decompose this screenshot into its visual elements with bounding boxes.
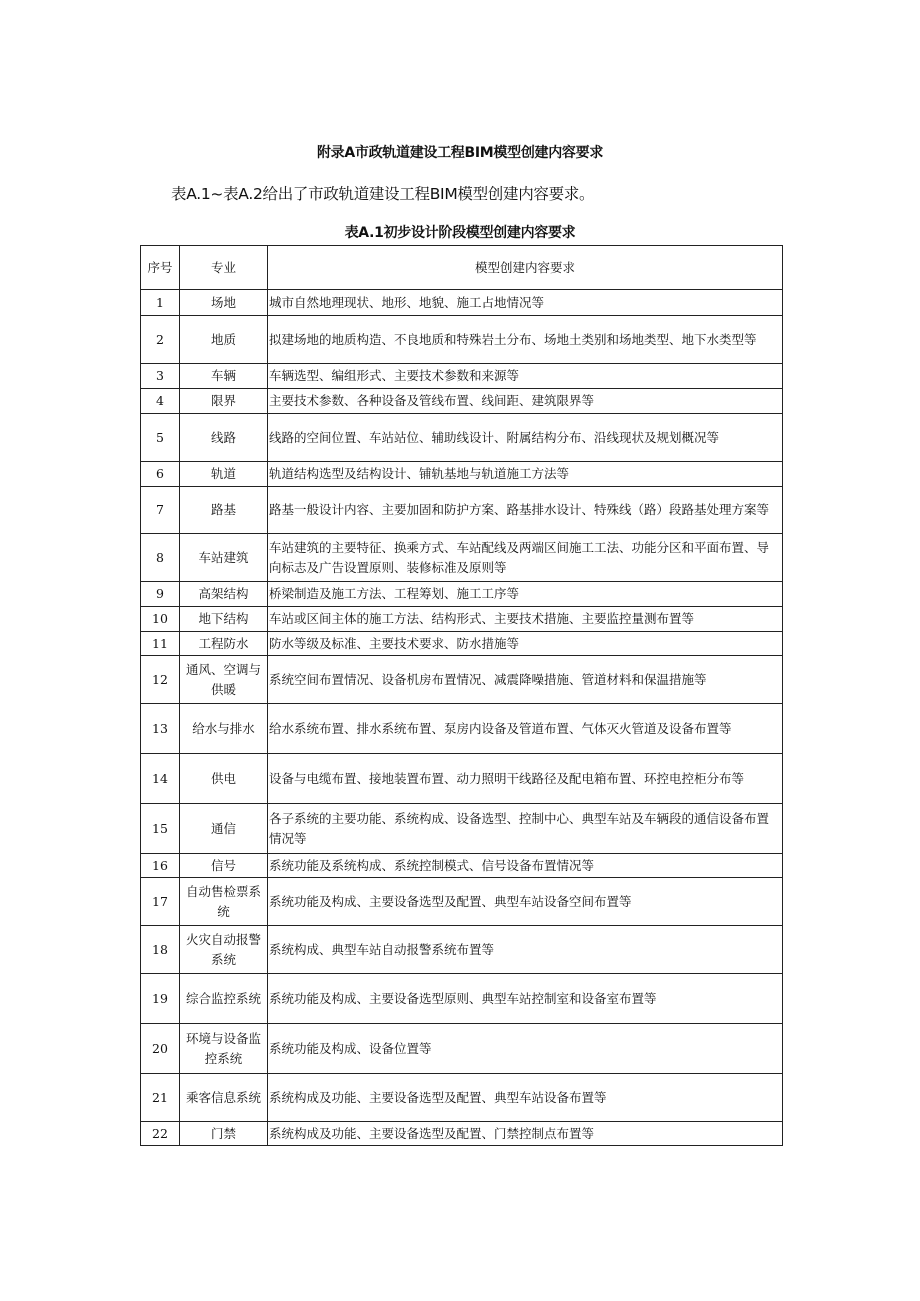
row-profession: 环境与设备监控系统 — [180, 1024, 268, 1074]
header-requirement: 模型创建内容要求 — [268, 246, 783, 290]
row-profession: 车站建筑 — [180, 534, 268, 582]
row-requirement: 车站建筑的主要特征、换乘方式、车站配线及两端区间施工工法、功能分区和平面布置、导向标志及广告设置原则、装修标准及原则等 — [268, 534, 783, 582]
row-profession: 路基 — [180, 487, 268, 534]
row-profession: 火灾自动报警系统 — [180, 926, 268, 974]
row-requirement: 给水系统布置、排水系统布置、泵房内设备及管道布置、气体灭火管道及设备布置等 — [268, 704, 783, 754]
row-requirement: 系统构成及功能、主要设备选型及配置、门禁控制点布置等 — [268, 1122, 783, 1146]
table-row — [141, 290, 783, 316]
row-no: 7 — [141, 487, 180, 534]
row-requirement: 轨道结构选型及结构设计、铺轨基地与轨道施工方法等 — [268, 462, 783, 487]
table-row — [141, 804, 783, 854]
row-no: 1 — [141, 290, 180, 316]
row-requirement: 设备与电缆布置、接地装置布置、动力照明干线路径及配电箱布置、环控电控柜分布等 — [268, 754, 783, 804]
row-requirement: 防水等级及标准、主要技术要求、防水措施等 — [268, 632, 783, 656]
table-row — [141, 1074, 783, 1122]
table-row — [141, 974, 783, 1024]
row-no: 16 — [141, 854, 180, 878]
row-no: 6 — [141, 462, 180, 487]
row-requirement: 系统功能及系统构成、系统控制模式、信号设备布置情况等 — [268, 854, 783, 878]
row-requirement: 桥梁制造及施工方法、工程筹划、施工工序等 — [268, 582, 783, 607]
row-requirement: 系统构成、典型车站自动报警系统布置等 — [268, 926, 783, 974]
row-no: 4 — [141, 389, 180, 414]
row-requirement: 城市自然地理现状、地形、地貌、施工占地情况等 — [268, 290, 783, 316]
row-requirement: 车站或区间主体的施工方法、结构形式、主要技术措施、主要监控量测布置等 — [268, 607, 783, 632]
table-caption: 表A.1初步设计阶段模型创建内容要求 — [344, 225, 576, 241]
row-no: 2 — [141, 316, 180, 364]
row-no: 21 — [141, 1074, 180, 1122]
row-requirement: 系统功能及构成、主要设备选型及配置、典型车站设备空间布置等 — [268, 878, 783, 926]
row-profession: 轨道 — [180, 462, 268, 487]
row-requirement: 车辆选型、编组形式、主要技术参数和来源等 — [268, 364, 783, 389]
row-no: 11 — [141, 632, 180, 656]
row-requirement: 路基一般设计内容、主要加固和防护方案、路基排水设计、特殊线（路）段路基处理方案等 — [268, 487, 783, 534]
table-row — [141, 878, 783, 926]
row-profession: 门禁 — [180, 1122, 268, 1146]
row-profession: 通风、空调与供暖 — [180, 656, 268, 704]
intro-paragraph: 表A.1~表A.2给出了市政轨道建设工程BIM模型创建内容要求。 — [171, 185, 595, 203]
requirements-table — [140, 245, 783, 1146]
header-no: 序号 — [141, 246, 180, 290]
row-profession: 综合监控系统 — [180, 974, 268, 1024]
row-no: 9 — [141, 582, 180, 607]
row-no: 18 — [141, 926, 180, 974]
table-row — [141, 632, 783, 656]
row-profession: 给水与排水 — [180, 704, 268, 754]
row-no: 22 — [141, 1122, 180, 1146]
row-no: 14 — [141, 754, 180, 804]
row-requirement: 系统功能及构成、主要设备选型原则、典型车站控制室和设备室布置等 — [268, 974, 783, 1024]
row-no: 19 — [141, 974, 180, 1024]
row-profession: 信号 — [180, 854, 268, 878]
row-requirement: 系统构成及功能、主要设备选型及配置、典型车站设备布置等 — [268, 1074, 783, 1122]
row-profession: 高架结构 — [180, 582, 268, 607]
table-row — [141, 487, 783, 534]
table-row — [141, 1024, 783, 1074]
page-title: 附录A市政轨道建设工程BIM模型创建内容要求 — [316, 145, 604, 161]
table-row — [141, 656, 783, 704]
row-requirement: 系统空间布置情况、设备机房布置情况、减震降噪措施、管道材料和保温措施等 — [268, 656, 783, 704]
row-profession: 地质 — [180, 316, 268, 364]
row-no: 20 — [141, 1024, 180, 1074]
row-no: 8 — [141, 534, 180, 582]
row-profession: 自动售检票系统 — [180, 878, 268, 926]
table-row — [141, 754, 783, 804]
table-row — [141, 414, 783, 462]
row-profession: 车辆 — [180, 364, 268, 389]
row-profession: 通信 — [180, 804, 268, 854]
table-row — [141, 704, 783, 754]
row-requirement: 拟建场地的地质构造、不良地质和特殊岩土分布、场地土类别和场地类型、地下水类型等 — [268, 316, 783, 364]
row-requirement: 系统功能及构成、设备位置等 — [268, 1024, 783, 1074]
row-no: 15 — [141, 804, 180, 854]
row-profession: 场地 — [180, 290, 268, 316]
table-row — [141, 364, 783, 389]
row-requirement: 主要技术参数、各种设备及管线布置、线间距、建筑限界等 — [268, 389, 783, 414]
row-no: 17 — [141, 878, 180, 926]
row-no: 10 — [141, 607, 180, 632]
row-profession: 限界 — [180, 389, 268, 414]
table-row — [141, 607, 783, 632]
row-profession: 乘客信息系统 — [180, 1074, 268, 1122]
table-row — [141, 389, 783, 414]
row-requirement: 各子系统的主要功能、系统构成、设备选型、控制中心、典型车站及车辆段的通信设备布置情况等 — [268, 804, 783, 854]
table-row — [141, 534, 783, 582]
table-row — [141, 462, 783, 487]
row-profession: 供电 — [180, 754, 268, 804]
row-requirement: 线路的空间位置、车站站位、辅助线设计、附属结构分布、沿线现状及规划概况等 — [268, 414, 783, 462]
row-no: 3 — [141, 364, 180, 389]
row-profession: 地下结构 — [180, 607, 268, 632]
row-no: 12 — [141, 656, 180, 704]
table-header-row — [141, 246, 783, 290]
table-row — [141, 854, 783, 878]
table-row — [141, 1122, 783, 1146]
row-profession: 线路 — [180, 414, 268, 462]
row-profession: 工程防水 — [180, 632, 268, 656]
table-row — [141, 582, 783, 607]
table-row — [141, 316, 783, 364]
header-profession: 专业 — [180, 246, 268, 290]
table-row — [141, 926, 783, 974]
row-no: 13 — [141, 704, 180, 754]
row-no: 5 — [141, 414, 180, 462]
